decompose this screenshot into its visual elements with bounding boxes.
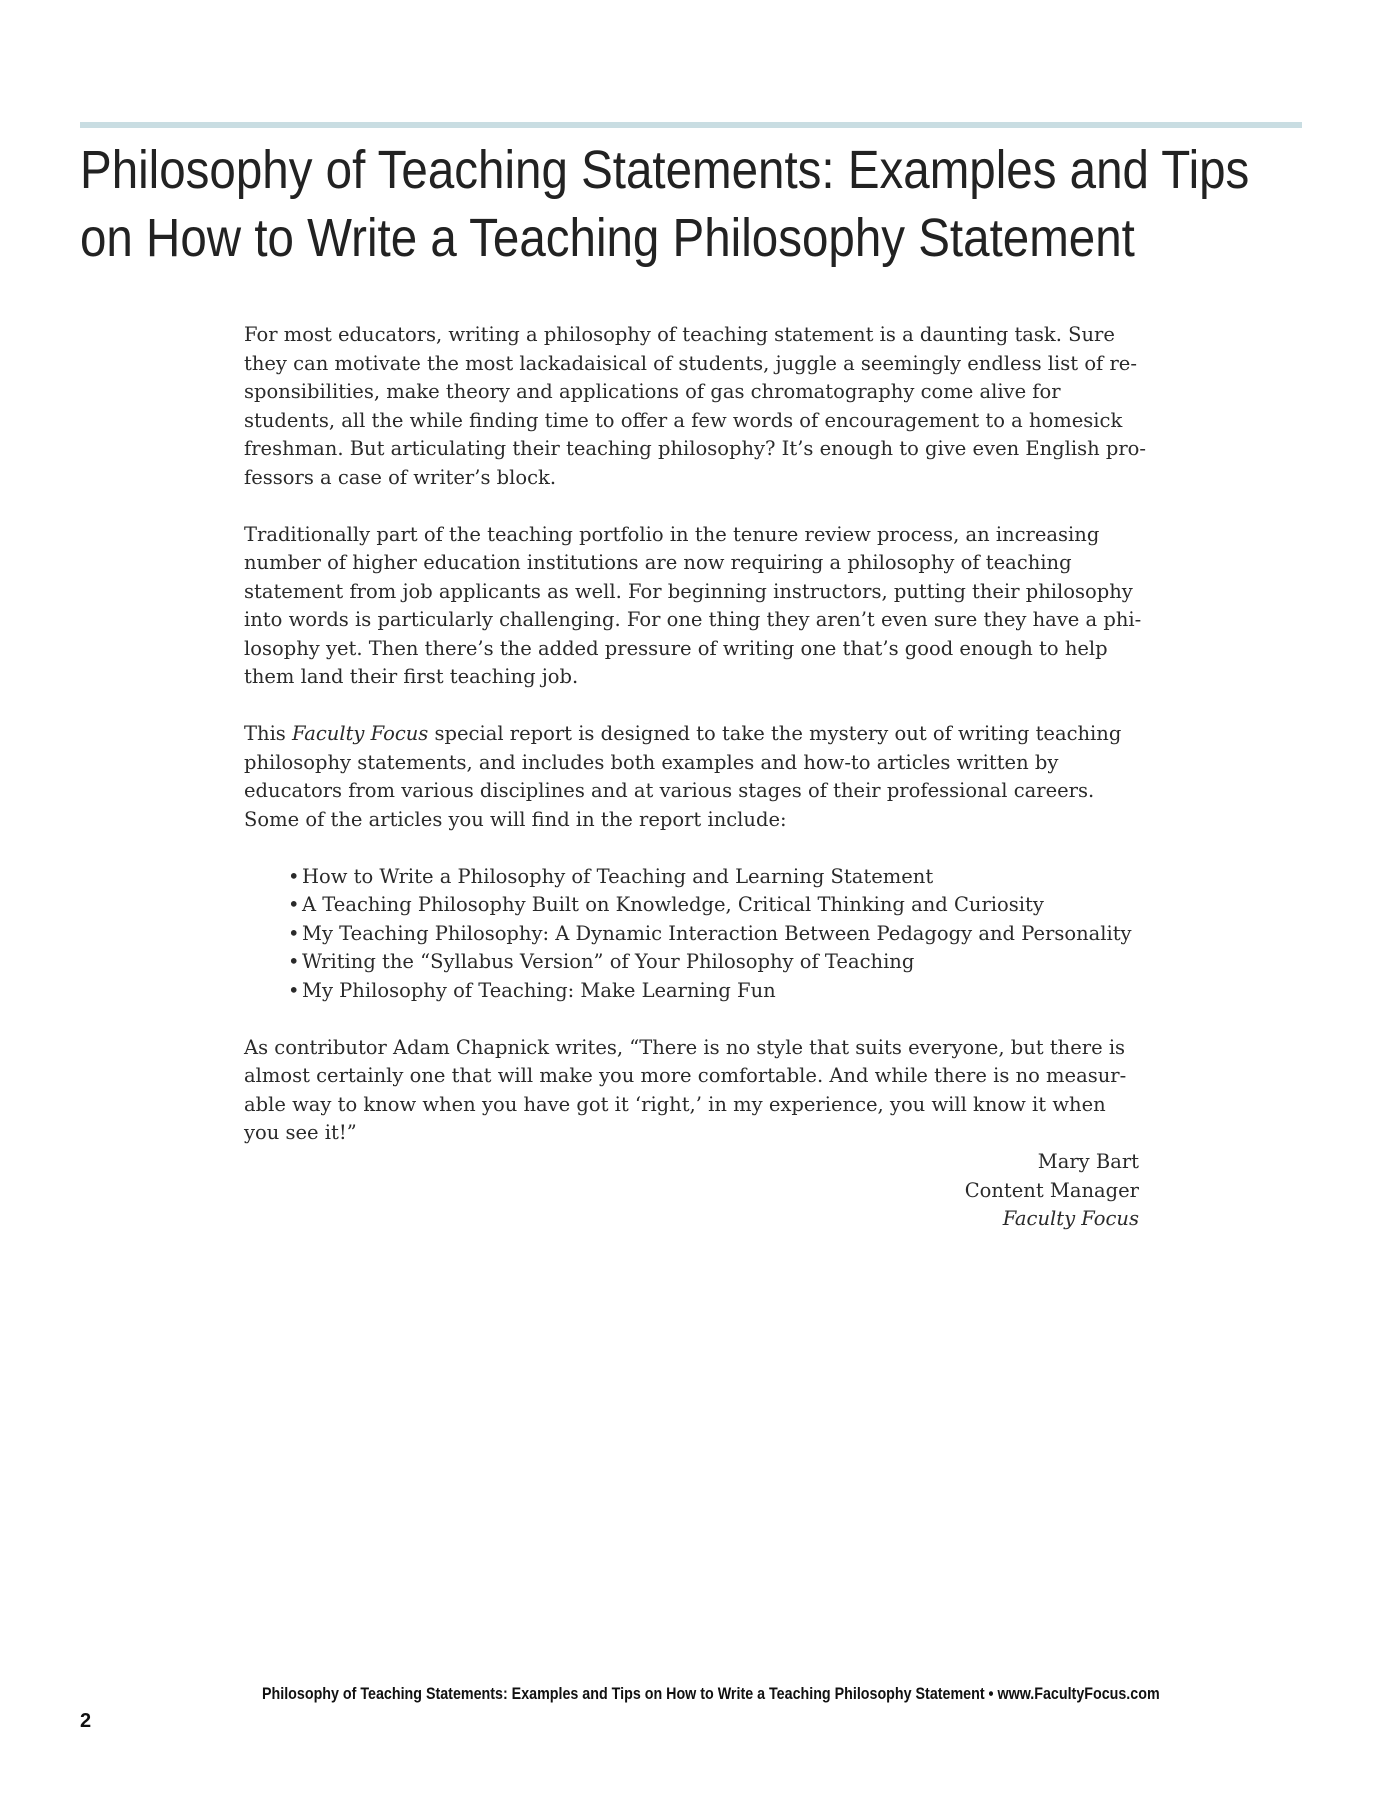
text-line: philosophy statements, and includes both examples and how-to articles written by — [244, 750, 1059, 774]
intro-paragraph — [244, 321, 1147, 492]
text-line: losophy yet. Then there’s the added pressure of writing one that’s good enough to help — [244, 636, 1108, 660]
context-paragraph — [244, 521, 1144, 692]
page-title — [80, 136, 1250, 272]
page-footer: Philosophy of Teaching Statements: Examples and Tips on How to Write a Teaching Philosophy Statement • www.FacultyFocus.com — [262, 1684, 1160, 1703]
text-fragment: special report is designed to take the mystery out of writing teaching — [428, 722, 1122, 745]
list-item — [288, 948, 1144, 977]
text-line: fessors a case of writer’s block. — [244, 465, 557, 489]
list-item-text: My Philosophy of Teaching: Make Learning Fun — [302, 978, 776, 1002]
text-line: educators from various disciplines and at various stages of their professional careers. — [244, 779, 1095, 802]
text-line: almost certainly one that will make you more comfortable. And while there is no measur- — [244, 1064, 1127, 1087]
list-item-text: How to Write a Philosophy of Teaching and Learning Statement — [302, 864, 934, 888]
list-item — [288, 977, 1144, 1006]
bullet-icon: • — [288, 864, 300, 888]
page-number: 2 — [80, 1710, 92, 1732]
text-line: statement from job applicants as well. For beginning instructors, putting their philosophy — [244, 579, 1133, 603]
text-line: For most educators, writing a philosophy of teaching statement is a daunting task. Sure — [244, 323, 1115, 346]
text-line: they can motivate the most lackadaisical of students, juggle a seemingly endless list of re- — [244, 351, 1137, 375]
bullet-icon: • — [288, 978, 300, 1002]
signature-organization: Faculty Focus — [1002, 1207, 1139, 1230]
text-line: freshman. But articulating their teaching philosophy? It’s enough to give even English pro- — [244, 437, 1147, 460]
text-line: As contributor Adam Chapnick writes, “There is no style that suits everyone, but there is — [244, 1035, 1126, 1059]
list-item — [288, 863, 1144, 892]
bullet-icon: • — [288, 921, 300, 945]
bullet-icon: • — [288, 950, 300, 973]
publication-name: Faculty Focus — [292, 722, 429, 745]
article-body — [244, 321, 1147, 1176]
text-line: Traditionally part of the teaching portfolio in the tenure review process, an increasing — [244, 522, 1100, 546]
signature-role: Content Manager — [964, 1178, 1139, 1202]
text-line: them land their first teaching job. — [244, 665, 579, 688]
title-line: on How to Write a Teaching Philosophy Statement — [80, 208, 1135, 268]
text-line — [244, 720, 1144, 749]
text-fragment: This — [244, 722, 293, 745]
list-item-text: Writing the “Syllabus Version” of Your Philosophy of Teaching — [302, 950, 915, 973]
text-line: Some of the articles you will find in the report include: — [244, 807, 787, 831]
text-line: able way to know when you have got it ‘right,’ in my experience, you will know it when — [244, 1092, 1106, 1116]
list-item — [288, 920, 1144, 949]
header-rule — [80, 122, 1302, 128]
text-line: students, all the while finding time to offer a few words of encouragement to a homesick — [244, 408, 1123, 432]
signature-block — [965, 1148, 1139, 1234]
report-paragraph — [244, 720, 1144, 834]
article-list — [244, 863, 1144, 1006]
list-item-text: A Teaching Philosophy Built on Knowledge, Critical Thinking and Curiosity — [302, 893, 1044, 916]
text-line: into words is particularly challenging. For one thing they aren’t even sure they have a phi- — [244, 608, 1142, 631]
text-line: number of higher education institutions are now requiring a philosophy of teaching — [244, 551, 1072, 574]
text-line: sponsibilities, make theory and applications of gas chromatography come alive for — [244, 380, 1061, 403]
list-item-text: My Teaching Philosophy: A Dynamic Interaction Between Pedagogy and Personality — [302, 921, 1132, 945]
bullet-icon: • — [288, 893, 300, 916]
quote-paragraph — [244, 1034, 1144, 1148]
title-line: Philosophy of Teaching Statements: Examples and Tips — [80, 140, 1250, 200]
list-item — [288, 891, 1144, 920]
signature-name: Mary Bart — [1037, 1150, 1139, 1173]
text-line: you see it!” — [244, 1121, 357, 1144]
